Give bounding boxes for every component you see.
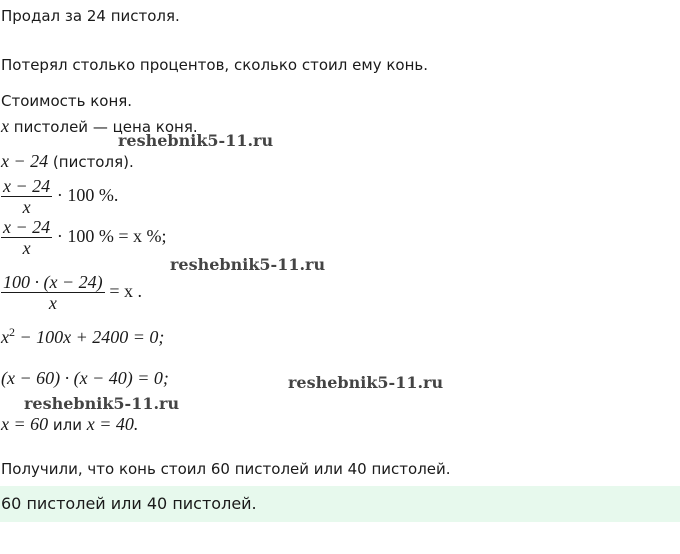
fraction-denominator: x <box>22 197 31 217</box>
fraction-numerator: x − 24 <box>3 176 51 196</box>
equation-rest: − 100x + 2400 = 0; <box>15 327 165 347</box>
answer-box <box>0 486 680 522</box>
fraction-rest: = x . <box>109 281 143 301</box>
watermark: reshebnik5-11.ru <box>288 373 444 392</box>
loss-text: (пистоля). <box>48 153 134 171</box>
text-line-lost-percent: Потерял столько процентов, сколько стоил ему конь. <box>1 56 428 74</box>
fraction-denominator: x <box>22 238 31 258</box>
fraction-line-1 <box>1 176 118 217</box>
solution-or: или <box>48 416 87 434</box>
text-line-horse-cost: Стоимость коня. <box>1 92 133 110</box>
watermark: reshebnik5-11.ru <box>118 131 274 150</box>
answer-text: 60 пистолей или 40 пистолей. <box>1 494 257 513</box>
fraction <box>1 217 52 258</box>
fraction-rest: · 100 %. <box>56 185 119 205</box>
text-line-sold: Продал за 24 пистоля. <box>1 7 180 25</box>
fraction-numerator: x − 24 <box>3 217 51 237</box>
solution-2: x = 40. <box>86 414 139 434</box>
solution-1: x = 60 <box>1 414 49 434</box>
solution-line <box>1 414 138 435</box>
text-line-loss-amount <box>1 151 134 172</box>
fraction-numerator: 100 · (x − 24) <box>3 272 103 292</box>
math-var-x: x <box>1 116 9 136</box>
factored-equation: (x − 60) · (x − 40) = 0; <box>1 368 169 388</box>
watermark: reshebnik5-11.ru <box>24 394 180 413</box>
watermark: reshebnik5-11.ru <box>170 255 326 274</box>
fraction <box>1 272 105 313</box>
math-var-x: x <box>1 327 9 347</box>
price-text: пистолей — цена коня. <box>9 118 198 136</box>
fraction-rest: · 100 % = x %; <box>56 226 167 246</box>
fraction-line-2 <box>1 217 167 258</box>
fraction <box>1 176 52 217</box>
quadratic-equation <box>1 322 164 347</box>
conclusion-line: Получили, что конь стоил 60 пистолей или 40 пистолей. <box>1 460 451 478</box>
fraction-denominator: x <box>48 293 57 313</box>
math-expression: x − 24 <box>1 151 49 171</box>
exponent: 2 <box>9 325 15 339</box>
fraction-line-3 <box>1 272 142 313</box>
